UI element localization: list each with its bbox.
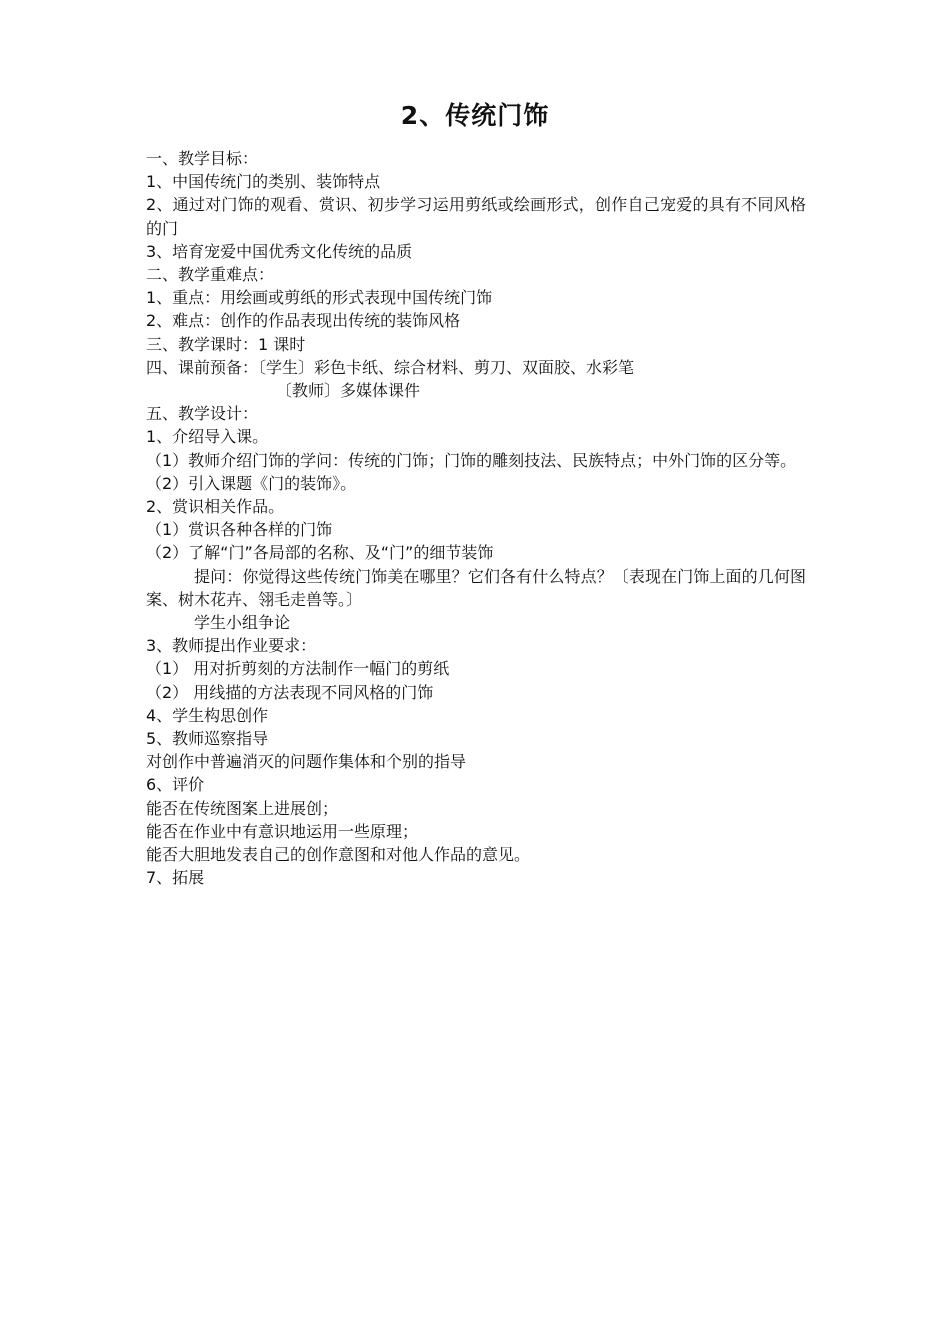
design-substep: （2）了解“门”各局部的名称、及“门”的细节装饰 xyxy=(146,543,494,563)
design-substep: （1） 用对折剪刻的方法制作一幅门的剪纸 xyxy=(146,659,450,679)
design-step: 1、介绍导入课。 xyxy=(146,427,269,447)
design-substep: （2）引入课题《门的装饰》。 xyxy=(146,473,357,493)
key-point-item: 1、重点：用绘画或剪纸的形式表现中国传统门饰 xyxy=(146,288,493,308)
objective-item: 3、培育宠爱中国优秀文化传统的品质 xyxy=(146,241,413,261)
document-title: 2、传统门饰 xyxy=(400,101,550,130)
group-discussion: 学生小组争论 xyxy=(194,613,291,633)
design-step: 7、拓展 xyxy=(146,868,205,888)
document-body xyxy=(146,147,806,890)
design-step: 6、评价 xyxy=(146,775,205,795)
section-heading-objectives: 一、教学目标： xyxy=(146,149,259,168)
design-substep: （1）赏识各种各样的门饰 xyxy=(146,520,333,540)
design-step: 2、赏识相关作品。 xyxy=(146,497,285,517)
design-step: 3、教师提出作业要求： xyxy=(146,636,317,656)
evaluation-item: 能否大胆地发表自己的创作意图和对他人作品的意见。 xyxy=(146,845,531,865)
evaluation-item: 能否在传统图案上进展创； xyxy=(146,798,339,818)
key-point-item: 2、难点：创作的作品表现出传统的装饰风格 xyxy=(146,311,461,331)
preparation-teacher: 〔教师〕多媒体课件 xyxy=(276,381,421,401)
question-paragraph: 提问：你觉得这些传统门饰美在哪里？它们各有什么特点？〔表现在门饰上面的几何图案、树木花卉、翎毛走兽等。〕 xyxy=(146,566,806,609)
section-heading-key-points: 二、教学重难点： xyxy=(146,265,275,285)
guidance-text: 对创作中普遍消灭的问题作集体和个别的指导 xyxy=(146,752,467,772)
design-step: 5、教师巡察指导 xyxy=(146,729,269,749)
design-step: 4、学生构思创作 xyxy=(146,705,269,725)
design-substep: （2） 用线描的方法表现不同风格的门饰 xyxy=(146,682,434,702)
section-heading-design: 五、教学设计： xyxy=(146,404,259,424)
objective-item: 2、通过对门饰的观看、赏识、初步学习运用剪纸或绘画形式，创作自己宠爱的具有不同风格的门 xyxy=(146,195,806,238)
section-heading-class-hours: 三、教学课时：1 课时 xyxy=(146,334,306,354)
objective-item: 1、中国传统门的类别、装饰特点 xyxy=(146,172,381,192)
evaluation-item: 能否在作业中有意识地运用一些原理； xyxy=(146,821,419,841)
design-substep: （1）教师介绍门饰的学问：传统的门饰；门饰的雕刻技法、民族特点；中外门饰的区分等。 xyxy=(146,450,797,470)
section-heading-preparation: 四、课前预备：〔学生〕彩色卡纸、综合材料、剪刀、双面胶、水彩笔 xyxy=(146,357,635,377)
